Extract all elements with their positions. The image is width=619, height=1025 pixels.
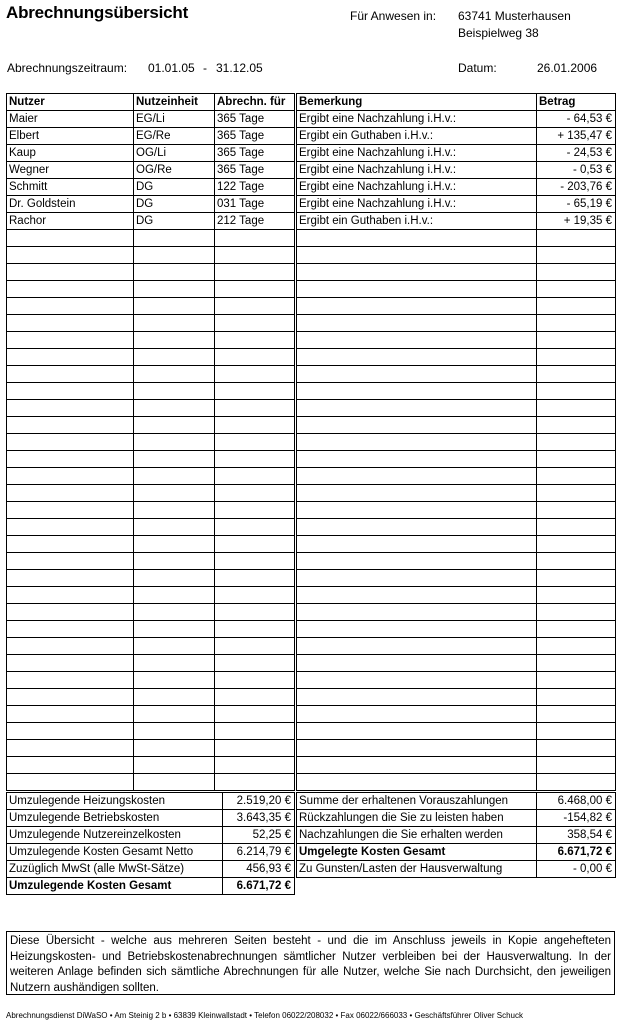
- empty-cell: [537, 485, 616, 502]
- cell-user: Rachor: [7, 213, 134, 230]
- billing-table: [6, 93, 616, 791]
- empty-cell: [7, 638, 134, 655]
- empty-cell: [537, 587, 616, 604]
- empty-cell: [134, 774, 215, 791]
- empty-cell: [134, 655, 215, 672]
- empty-cell: [297, 451, 537, 468]
- column-header-remark: Bemerkung: [297, 94, 537, 111]
- empty-cell: [297, 723, 537, 740]
- empty-cell: [537, 757, 616, 774]
- empty-cell: [7, 570, 134, 587]
- cell-user: Schmitt: [7, 179, 134, 196]
- empty-cell: [7, 230, 134, 247]
- empty-cell: [537, 638, 616, 655]
- cell-remark: Ergibt ein Guthaben i.H.v.:: [297, 128, 537, 145]
- empty-cell: [7, 621, 134, 638]
- empty-cell: [215, 757, 295, 774]
- empty-table-row: [7, 281, 616, 298]
- empty-cell: [215, 740, 295, 757]
- empty-cell: [7, 536, 134, 553]
- summary-left-value: 52,25 €: [223, 827, 295, 844]
- empty-table-row: [7, 383, 616, 400]
- empty-table-row: [7, 417, 616, 434]
- empty-cell: [297, 672, 537, 689]
- empty-cell: [215, 604, 295, 621]
- empty-cell: [537, 519, 616, 536]
- cell-remark: Ergibt ein Guthaben i.H.v.:: [297, 213, 537, 230]
- empty-cell: [215, 570, 295, 587]
- empty-cell: [215, 485, 295, 502]
- cell-unit: EG/Re: [134, 128, 215, 145]
- empty-cell: [297, 468, 537, 485]
- summary-left-label: Umzulegende Heizungskosten: [7, 793, 223, 810]
- empty-cell: [297, 536, 537, 553]
- empty-cell: [7, 553, 134, 570]
- cell-unit: DG: [134, 213, 215, 230]
- empty-cell: [537, 740, 616, 757]
- empty-cell: [134, 485, 215, 502]
- empty-cell: [297, 553, 537, 570]
- date-label: Datum:: [458, 61, 497, 75]
- empty-cell: [215, 264, 295, 281]
- summary-left-label: Umzulegende Kosten Gesamt Netto: [7, 844, 223, 861]
- empty-cell: [134, 400, 215, 417]
- empty-cell: [215, 298, 295, 315]
- cell-amount: + 135,47 €: [537, 128, 616, 145]
- period-separator: -: [203, 61, 207, 75]
- cell-amount: - 24,53 €: [537, 145, 616, 162]
- empty-cell: [7, 366, 134, 383]
- summary-right-label-total: Umgelegte Kosten Gesamt: [297, 844, 537, 861]
- cell-user: Maier: [7, 111, 134, 128]
- empty-cell: [215, 519, 295, 536]
- empty-cell: [215, 281, 295, 298]
- empty-table-row: [7, 774, 616, 791]
- empty-cell: [134, 536, 215, 553]
- empty-cell: [297, 604, 537, 621]
- empty-cell: [134, 332, 215, 349]
- cell-user: Wegner: [7, 162, 134, 179]
- cell-user: Kaup: [7, 145, 134, 162]
- empty-cell: [134, 383, 215, 400]
- period-from: 01.01.05: [148, 61, 195, 75]
- summary-blank: [297, 878, 537, 895]
- cell-remark: Ergibt eine Nachzahlung i.H.v.:: [297, 111, 537, 128]
- summary-row: [7, 878, 616, 895]
- table-row: [7, 145, 616, 162]
- empty-cell: [215, 536, 295, 553]
- empty-cell: [215, 672, 295, 689]
- empty-cell: [215, 247, 295, 264]
- summary-left-value: 3.643,35 €: [223, 810, 295, 827]
- empty-table-row: [7, 366, 616, 383]
- cell-unit: DG: [134, 196, 215, 213]
- empty-cell: [215, 587, 295, 604]
- column-header-unit: Nutzeinheit: [134, 94, 215, 111]
- summary-left-value-total: 6.671,72 €: [223, 878, 295, 895]
- empty-table-row: [7, 570, 616, 587]
- property-label: Für Anwesen in:: [350, 9, 437, 23]
- empty-cell: [215, 621, 295, 638]
- empty-table-row: [7, 230, 616, 247]
- empty-cell: [7, 604, 134, 621]
- empty-cell: [215, 689, 295, 706]
- cell-billing: 122 Tage: [215, 179, 295, 196]
- empty-cell: [297, 485, 537, 502]
- summary-table: [6, 792, 616, 895]
- empty-cell: [7, 383, 134, 400]
- empty-cell: [297, 315, 537, 332]
- empty-cell: [537, 570, 616, 587]
- cell-remark: Ergibt eine Nachzahlung i.H.v.:: [297, 162, 537, 179]
- table-row: [7, 179, 616, 196]
- empty-cell: [297, 706, 537, 723]
- empty-cell: [134, 451, 215, 468]
- table-body: [7, 111, 616, 791]
- empty-cell: [537, 553, 616, 570]
- empty-cell: [297, 247, 537, 264]
- empty-table-row: [7, 315, 616, 332]
- empty-table-row: [7, 604, 616, 621]
- cell-unit: OG/Li: [134, 145, 215, 162]
- empty-cell: [215, 468, 295, 485]
- empty-table-row: [7, 485, 616, 502]
- cell-billing: 365 Tage: [215, 111, 295, 128]
- empty-cell: [134, 553, 215, 570]
- empty-cell: [297, 264, 537, 281]
- empty-cell: [7, 672, 134, 689]
- empty-cell: [215, 451, 295, 468]
- date-value: 26.01.2006: [537, 61, 598, 75]
- empty-cell: [297, 587, 537, 604]
- period-to: 31.12.05: [216, 61, 263, 75]
- empty-cell: [7, 400, 134, 417]
- empty-cell: [537, 366, 616, 383]
- empty-cell: [134, 706, 215, 723]
- empty-cell: [537, 502, 616, 519]
- empty-cell: [537, 383, 616, 400]
- empty-table-row: [7, 349, 616, 366]
- empty-cell: [215, 383, 295, 400]
- empty-cell: [7, 740, 134, 757]
- empty-cell: [297, 638, 537, 655]
- cell-unit: OG/Re: [134, 162, 215, 179]
- empty-cell: [537, 604, 616, 621]
- summary-right-value: -154,82 €: [537, 810, 616, 827]
- empty-cell: [537, 536, 616, 553]
- empty-cell: [134, 468, 215, 485]
- empty-table-row: [7, 434, 616, 451]
- empty-cell: [537, 689, 616, 706]
- empty-cell: [134, 315, 215, 332]
- empty-cell: [134, 434, 215, 451]
- summary-right-value: - 0,00 €: [537, 861, 616, 878]
- empty-cell: [537, 264, 616, 281]
- cell-billing: 212 Tage: [215, 213, 295, 230]
- empty-cell: [134, 587, 215, 604]
- empty-table-row: [7, 519, 616, 536]
- empty-cell: [7, 587, 134, 604]
- empty-cell: [134, 230, 215, 247]
- empty-cell: [537, 434, 616, 451]
- empty-table-row: [7, 298, 616, 315]
- empty-cell: [297, 655, 537, 672]
- empty-table-row: [7, 247, 616, 264]
- empty-table-row: [7, 536, 616, 553]
- footer-text: Abrechnungsdienst DiWaSO • Am Steinig 2 b • 63839 Kleinwallstadt • Telefon 06022/208032 • Fax 06022/666033 • Geschäftsführer Oliver Schuck: [6, 1011, 523, 1020]
- empty-table-row: [7, 638, 616, 655]
- empty-cell: [7, 332, 134, 349]
- empty-cell: [215, 638, 295, 655]
- empty-cell: [134, 417, 215, 434]
- summary-row: [7, 844, 616, 861]
- summary-blank: [537, 878, 616, 895]
- empty-table-row: [7, 655, 616, 672]
- cell-user: Elbert: [7, 128, 134, 145]
- table-row: [7, 213, 616, 230]
- cell-remark: Ergibt eine Nachzahlung i.H.v.:: [297, 179, 537, 196]
- empty-cell: [215, 366, 295, 383]
- empty-cell: [134, 757, 215, 774]
- empty-table-row: [7, 264, 616, 281]
- empty-cell: [297, 434, 537, 451]
- cell-billing: 031 Tage: [215, 196, 295, 213]
- property-address-line1: 63741 Musterhausen: [458, 9, 571, 23]
- empty-cell: [537, 315, 616, 332]
- empty-cell: [7, 655, 134, 672]
- empty-cell: [215, 434, 295, 451]
- empty-cell: [7, 451, 134, 468]
- empty-cell: [7, 723, 134, 740]
- empty-table-row: [7, 451, 616, 468]
- empty-cell: [134, 689, 215, 706]
- empty-table-row: [7, 706, 616, 723]
- empty-table-row: [7, 740, 616, 757]
- empty-cell: [215, 723, 295, 740]
- empty-cell: [215, 315, 295, 332]
- empty-cell: [297, 740, 537, 757]
- empty-cell: [215, 332, 295, 349]
- empty-cell: [537, 349, 616, 366]
- empty-cell: [7, 281, 134, 298]
- empty-cell: [297, 298, 537, 315]
- empty-table-row: [7, 400, 616, 417]
- column-header-billing: Abrechn. für: [215, 94, 295, 111]
- empty-cell: [134, 502, 215, 519]
- empty-cell: [297, 502, 537, 519]
- empty-cell: [537, 281, 616, 298]
- empty-cell: [7, 706, 134, 723]
- summary-right-label: Rückzahlungen die Sie zu leisten haben: [297, 810, 537, 827]
- cell-billing: 365 Tage: [215, 145, 295, 162]
- empty-cell: [297, 621, 537, 638]
- empty-cell: [537, 706, 616, 723]
- empty-cell: [537, 400, 616, 417]
- empty-cell: [7, 298, 134, 315]
- empty-cell: [7, 485, 134, 502]
- empty-cell: [134, 281, 215, 298]
- empty-cell: [134, 740, 215, 757]
- empty-cell: [297, 689, 537, 706]
- empty-table-row: [7, 502, 616, 519]
- column-header-amount: Betrag: [537, 94, 616, 111]
- empty-cell: [537, 672, 616, 689]
- empty-table-row: [7, 689, 616, 706]
- empty-cell: [7, 315, 134, 332]
- empty-table-row: [7, 587, 616, 604]
- period-label: Abrechnungszeitraum:: [7, 61, 128, 75]
- empty-cell: [7, 264, 134, 281]
- empty-table-row: [7, 723, 616, 740]
- cell-remark: Ergibt eine Nachzahlung i.H.v.:: [297, 196, 537, 213]
- cell-remark: Ergibt eine Nachzahlung i.H.v.:: [297, 145, 537, 162]
- empty-cell: [297, 519, 537, 536]
- empty-cell: [7, 502, 134, 519]
- summary-right-value-total: 6.671,72 €: [537, 844, 616, 861]
- empty-cell: [297, 774, 537, 791]
- empty-cell: [215, 230, 295, 247]
- empty-cell: [297, 366, 537, 383]
- empty-cell: [215, 774, 295, 791]
- empty-cell: [134, 247, 215, 264]
- empty-cell: [215, 417, 295, 434]
- cell-amount: - 203,76 €: [537, 179, 616, 196]
- summary-row: [7, 861, 616, 878]
- empty-cell: [215, 502, 295, 519]
- note-box: Diese Übersicht - welche aus mehreren Seiten besteht - und die im Anschluss jeweils in Kopie angehefteten Heizungskosten- und Betriebskostenabrechnungen sämtlicher Nutzer verbleiben bei der Hausverwaltung. In der weiteren Anlage befinden sich sämtliche Abrechnungen für alle Nutzer, welche Sie nach Durchsicht, den jeweiligen Nutzern aushändigen sollten.: [6, 931, 615, 995]
- summary-right-label: Zu Gunsten/Lasten der Hausverwaltung: [297, 861, 537, 878]
- summary-right-value: 358,54 €: [537, 827, 616, 844]
- empty-cell: [537, 468, 616, 485]
- summary-left-label: Umzulegende Betriebskosten: [7, 810, 223, 827]
- summary-right-label: Summe der erhaltenen Vorauszahlungen: [297, 793, 537, 810]
- empty-table-row: [7, 332, 616, 349]
- summary-left-value: 2.519,20 €: [223, 793, 295, 810]
- table-row: [7, 162, 616, 179]
- empty-cell: [7, 468, 134, 485]
- table-row: [7, 196, 616, 213]
- empty-cell: [7, 757, 134, 774]
- empty-cell: [7, 434, 134, 451]
- empty-cell: [297, 230, 537, 247]
- summary-left-label: Zuzüglich MwSt (alle MwSt-Sätze): [7, 861, 223, 878]
- empty-cell: [134, 672, 215, 689]
- empty-cell: [7, 247, 134, 264]
- empty-table-row: [7, 621, 616, 638]
- property-address-line2: Beispielweg 38: [458, 26, 539, 40]
- empty-cell: [297, 757, 537, 774]
- empty-cell: [215, 553, 295, 570]
- cell-unit: DG: [134, 179, 215, 196]
- empty-cell: [297, 417, 537, 434]
- empty-cell: [537, 332, 616, 349]
- summary-left-label-total: Umzulegende Kosten Gesamt: [7, 878, 223, 895]
- table-row: [7, 128, 616, 145]
- empty-table-row: [7, 553, 616, 570]
- cell-unit: EG/Li: [134, 111, 215, 128]
- cell-amount: - 64,53 €: [537, 111, 616, 128]
- empty-cell: [134, 621, 215, 638]
- empty-cell: [7, 349, 134, 366]
- empty-cell: [537, 417, 616, 434]
- summary-left-value: 6.214,79 €: [223, 844, 295, 861]
- column-header-user: Nutzer: [7, 94, 134, 111]
- empty-cell: [134, 570, 215, 587]
- empty-cell: [134, 638, 215, 655]
- table-header-row: [7, 94, 616, 111]
- cell-amount: - 65,19 €: [537, 196, 616, 213]
- empty-cell: [7, 417, 134, 434]
- cell-billing: 365 Tage: [215, 162, 295, 179]
- empty-table-row: [7, 672, 616, 689]
- summary-row: [7, 827, 616, 844]
- empty-cell: [537, 230, 616, 247]
- empty-cell: [134, 519, 215, 536]
- empty-cell: [537, 247, 616, 264]
- empty-cell: [134, 604, 215, 621]
- empty-cell: [537, 298, 616, 315]
- cell-amount: + 19,35 €: [537, 213, 616, 230]
- summary-left-value: 456,93 €: [223, 861, 295, 878]
- empty-cell: [7, 519, 134, 536]
- summary-right-value: 6.468,00 €: [537, 793, 616, 810]
- empty-cell: [537, 655, 616, 672]
- empty-cell: [134, 723, 215, 740]
- table-row: [7, 111, 616, 128]
- empty-cell: [537, 723, 616, 740]
- empty-cell: [134, 349, 215, 366]
- page-title: Abrechnungsübersicht: [6, 3, 189, 22]
- empty-cell: [215, 349, 295, 366]
- summary-row: [7, 810, 616, 827]
- cell-billing: 365 Tage: [215, 128, 295, 145]
- empty-cell: [134, 366, 215, 383]
- empty-cell: [297, 383, 537, 400]
- cell-amount: - 0,53 €: [537, 162, 616, 179]
- cell-user: Dr. Goldstein: [7, 196, 134, 213]
- empty-cell: [537, 774, 616, 791]
- empty-cell: [537, 621, 616, 638]
- empty-cell: [297, 281, 537, 298]
- empty-cell: [297, 349, 537, 366]
- empty-table-row: [7, 757, 616, 774]
- empty-cell: [215, 655, 295, 672]
- summary-left-label: Umzulegende Nutzereinzelkosten: [7, 827, 223, 844]
- empty-cell: [7, 774, 134, 791]
- empty-cell: [7, 689, 134, 706]
- empty-cell: [297, 570, 537, 587]
- empty-cell: [134, 298, 215, 315]
- empty-table-row: [7, 468, 616, 485]
- summary-right-label: Nachzahlungen die Sie erhalten werden: [297, 827, 537, 844]
- empty-cell: [537, 451, 616, 468]
- empty-cell: [134, 264, 215, 281]
- empty-cell: [215, 706, 295, 723]
- empty-cell: [215, 400, 295, 417]
- empty-cell: [297, 332, 537, 349]
- empty-cell: [297, 400, 537, 417]
- summary-row: [7, 793, 616, 810]
